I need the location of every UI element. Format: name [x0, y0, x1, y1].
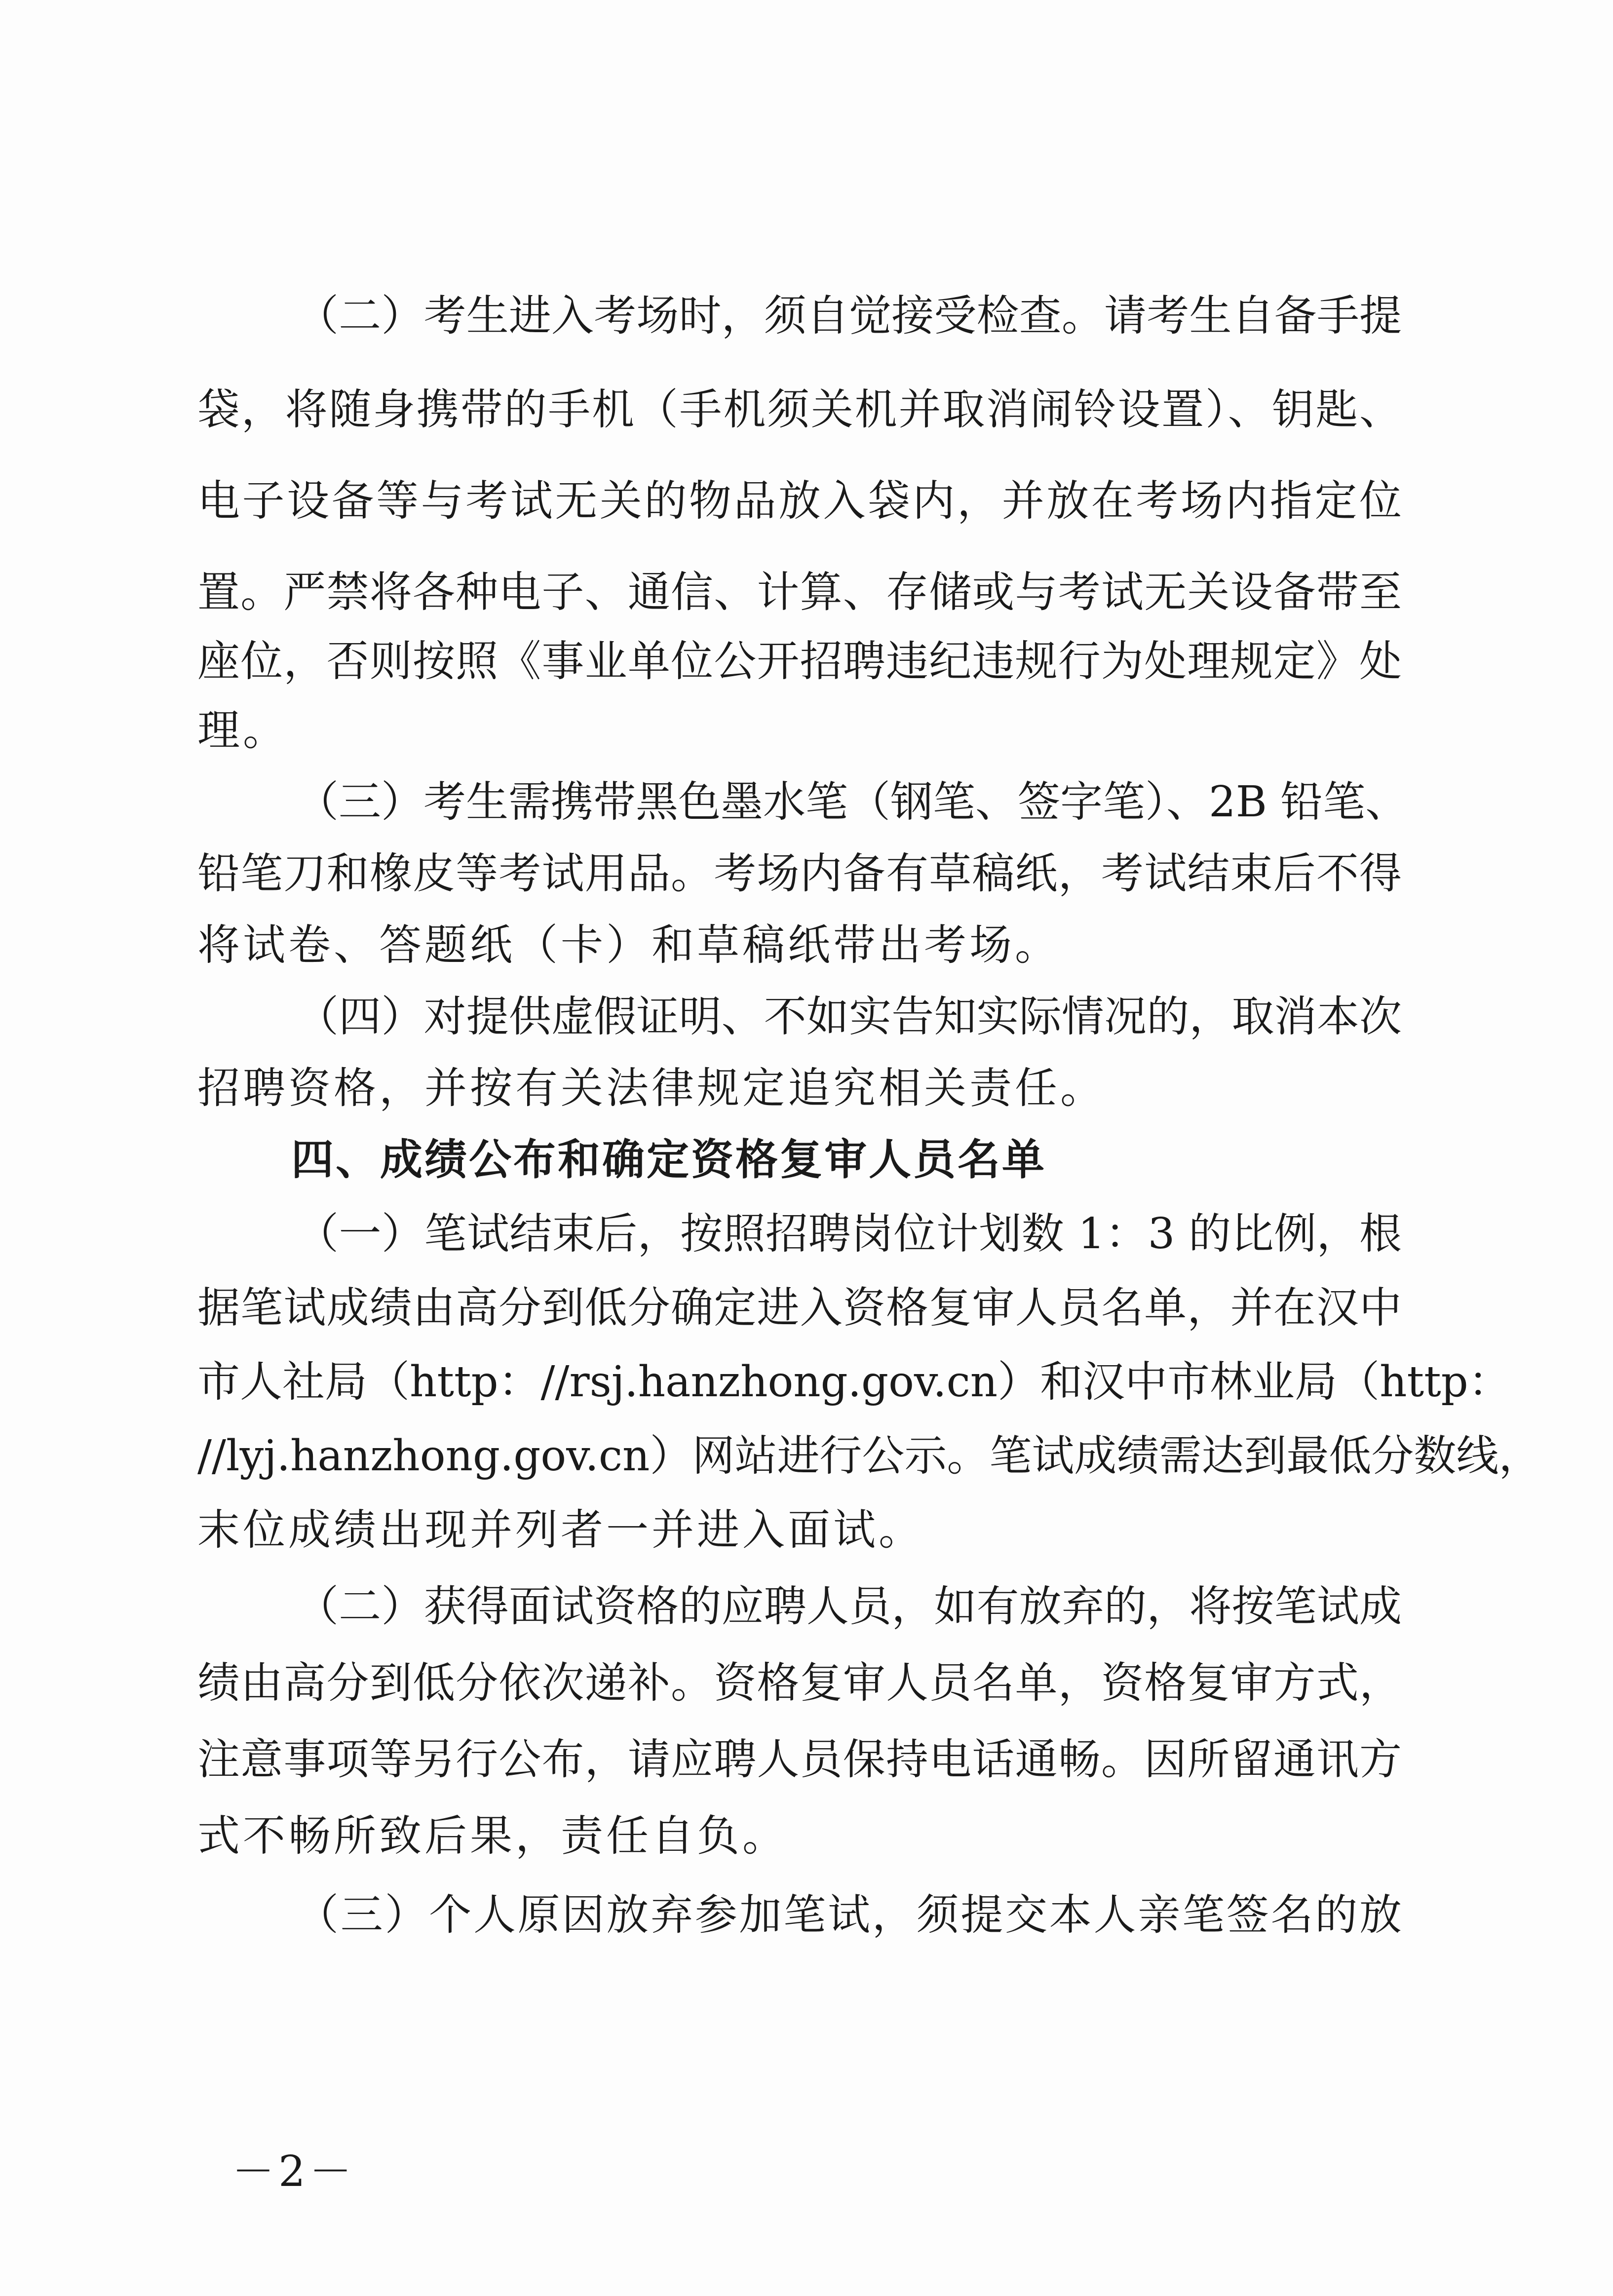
paragraph-line: （四）对提供虚假证明、不如实告知实际情况的，取消本次: [296, 992, 1402, 1041]
paragraph-line: 式不畅所致后果，责任自负。: [197, 1811, 788, 1861]
paragraph-line: 市人社局（http：//rsj.hanzhong.gov.cn）和汉中市林业局（http：: [197, 1357, 1511, 1407]
paragraph-line: （三）个人原因放弃参加笔试，须提交本人亲笔签名的放: [296, 1890, 1402, 1940]
paragraph-line: 铅笔刀和橡皮等考试用品。考场内备有草稿纸，考试结束后不得: [197, 849, 1402, 898]
paragraph-line: 末位成绩出现并列者一并进入面试。: [197, 1505, 924, 1555]
paragraph-line: 招聘资格，并按有关法律规定追究相关责任。: [197, 1064, 1106, 1113]
paragraph-line: 注意事项等另行公布，请应聘人员保持电话通畅。因所留通讯方: [197, 1735, 1402, 1784]
paragraph-line: （一）笔试结束后，按照招聘岗位计划数 1：3 的比例，根: [296, 1209, 1402, 1259]
paragraph-line: （三）考生需携带黑色墨水笔（钢笔、签字笔）、2B 铅笔、: [296, 777, 1408, 827]
paragraph-line: 绩由高分到低分依次递补。资格复审人员名单，资格复审方式，: [197, 1658, 1402, 1708]
paragraph-line: 理。: [197, 706, 288, 755]
paragraph-line: //lyj.hanzhong.gov.cn）网站进行公示。笔试成绩需达到最低分数线，: [197, 1431, 1541, 1481]
paragraph-line: 将试卷、答题纸（卡）和草稿纸带出考场。: [197, 920, 1060, 970]
paragraph-line: （二）获得面试资格的应聘人员，如有放弃的，将按笔试成: [296, 1582, 1402, 1631]
paragraph-line: （二）考生进入考场时，须自觉接受检查。请考生自备手提: [296, 291, 1402, 341]
paragraph-line: 电子设备等与考试无关的物品放入袋内，并放在考场内指定位: [197, 476, 1402, 526]
paragraph-line: 袋，将随身携带的手机（手机须关机并取消闹铃设置）、钥匙、: [197, 385, 1402, 434]
section-heading: 四、成绩公布和确定资格复审人员名单: [291, 1135, 1046, 1185]
paragraph-line: 据笔试成绩由高分到低分确定进入资格复审人员名单，并在汉中: [197, 1283, 1402, 1333]
paragraph-line: 置。严禁将各种电子、通信、计算、存储或与考试无关设备带至: [197, 568, 1402, 617]
paragraph-line: 座位，否则按照《事业单位公开招聘违纪违规行为处理规定》处: [197, 637, 1402, 686]
page-number: －2－: [232, 2147, 356, 2196]
